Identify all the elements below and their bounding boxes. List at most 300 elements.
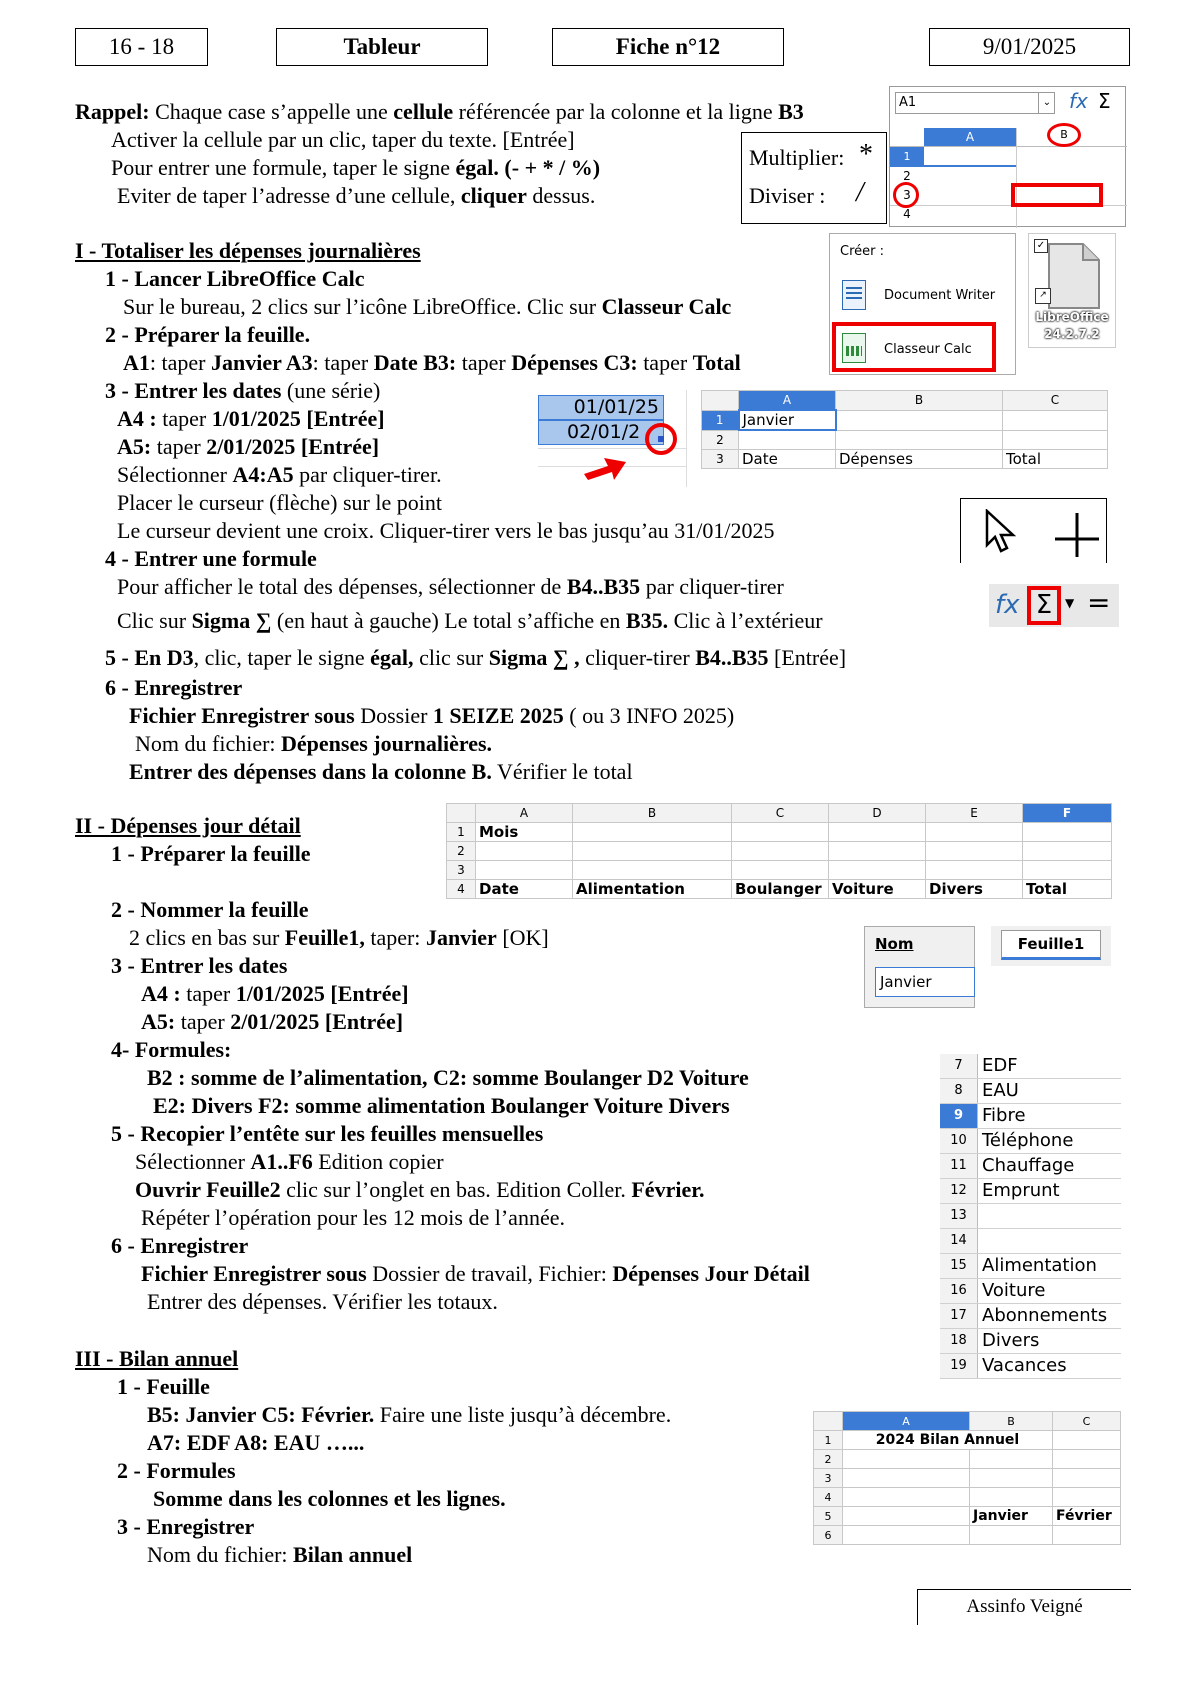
s2-line-5a [135, 1149, 444, 1175]
libreoffice-label: LibreOffice [1035, 310, 1109, 324]
intro-line-1 [75, 99, 804, 125]
row-number: 17 [940, 1304, 978, 1328]
text: Pour afficher le total des dépenses, sélectionner de [117, 574, 567, 599]
cell-d2[interactable] [829, 842, 926, 861]
cell-a3[interactable]: Date [739, 450, 836, 469]
text: : taper [312, 350, 374, 375]
text: Dépenses journalières. [281, 731, 493, 756]
col-a-header: A [476, 804, 573, 823]
row-2-header: 2 [447, 842, 476, 861]
text: A1..F6 [250, 1149, 313, 1174]
cell-c3[interactable] [732, 861, 829, 880]
s3-step-1: 1 - Feuille [117, 1374, 210, 1399]
text: Edition copier [312, 1149, 444, 1174]
sigma-icon[interactable]: Σ [1098, 89, 1111, 113]
sheet-name-input[interactable]: Janvier [875, 967, 975, 997]
col-e-header: E [926, 804, 1023, 823]
s2-line-4a: B2 : somme de l’alimentation, C2: somme Boulanger D2 Voiture [147, 1065, 749, 1090]
s1-step-4: 4 - Entrer une formule [105, 546, 317, 571]
text: Vérifier le total [491, 759, 633, 784]
text: 2/01/2025 [Entrée] [206, 434, 380, 459]
text: taper: [364, 925, 426, 950]
s1-line-6b [135, 731, 492, 757]
text: Fichier Enregistrer sous [129, 703, 355, 728]
text: B35. [625, 608, 669, 633]
s3-step-2: 2 - Formules [117, 1458, 236, 1483]
date-text: 9/01/2025 [982, 34, 1077, 59]
cell[interactable] [970, 1488, 1053, 1507]
text: 5 - En D3 [105, 645, 194, 670]
list-item-label[interactable]: Fibre [982, 1105, 1026, 1126]
col-a-header: A [924, 128, 1016, 146]
list-item-label[interactable]: Divers [982, 1330, 1040, 1351]
cell-c3[interactable]: Total [1003, 450, 1108, 469]
cell[interactable] [1053, 1450, 1121, 1469]
text: Nom du fichier: [147, 1542, 294, 1567]
name-box-field[interactable] [895, 92, 1055, 114]
row-4-header: 4 [814, 1488, 843, 1507]
text: clic sur [413, 645, 489, 670]
merged-title-cell[interactable]: 2024 Bilan Annuel [843, 1431, 1053, 1450]
text: Pour entrer une formule, taper le signe [111, 155, 456, 180]
shortcut-arrow-icon: ↗ [1035, 288, 1051, 304]
list-item [940, 1304, 1121, 1329]
text: Sélectionner [117, 462, 233, 487]
text: Feuille1, [284, 925, 365, 950]
cell[interactable] [1053, 1469, 1121, 1488]
text: Clic sur [117, 608, 192, 633]
text: A4 : [141, 981, 181, 1006]
text: [OK] [496, 925, 549, 950]
divider [1016, 128, 1017, 228]
col-b-highlight [1047, 123, 1081, 147]
list-item-label[interactable]: Chauffage [982, 1155, 1075, 1176]
cell-e1[interactable] [926, 823, 1023, 842]
row-1-header: 1 [890, 147, 924, 167]
row-1-header: 1 [447, 823, 476, 842]
s2-step-5: 5 - Recopier l’entête sur les feuilles mensuelles [111, 1121, 544, 1146]
expense-list-screenshot [940, 1054, 1121, 1381]
cell-a2[interactable] [739, 430, 836, 450]
intro-line-4 [117, 183, 595, 209]
section-2-title: II - Dépenses jour détail [75, 813, 301, 838]
row-2-header: 2 [814, 1450, 843, 1469]
row-6-header: 6 [814, 1526, 843, 1545]
s1-line-3d: Placer le curseur (flèche) sur le point [117, 490, 442, 515]
text: cliquer [460, 183, 527, 208]
text: 2 clics en bas sur [129, 925, 285, 950]
nom-label: Nom [875, 935, 914, 953]
cell-a1[interactable] [924, 147, 1016, 167]
s2-line-3a [141, 981, 409, 1007]
libreoffice-desktop-icon[interactable] [1028, 233, 1116, 348]
cell[interactable] [843, 1450, 970, 1469]
list-item [940, 1254, 1121, 1279]
text: A4 : [117, 406, 157, 431]
cell-c2[interactable] [732, 842, 829, 861]
sheet-number-box [552, 28, 784, 66]
text: B4..B35 [566, 574, 641, 599]
s1-line-4b [117, 608, 823, 634]
text: par cliquer-tirer. [293, 462, 442, 487]
multiply-symbol: * [859, 139, 873, 170]
text: (en haut à gauche) Le total s’affiche en [271, 608, 626, 633]
cell-a2[interactable] [476, 842, 573, 861]
cell-a3[interactable] [476, 861, 573, 880]
text: taper [456, 350, 512, 375]
s1-line-3e: Le curseur devient une croix. Cliquer-tirer vers le bas jusqu’au 31/01/2025 [117, 518, 775, 543]
text: , clic, taper le signe [193, 645, 371, 670]
s2-line-4b: E2: Divers F2: somme alimentation Boulanger Voiture Divers [153, 1093, 730, 1118]
list-item [940, 1229, 1121, 1254]
fx-icon[interactable]: fx [995, 590, 1020, 620]
row-2-header: 2 [702, 430, 739, 450]
text: : taper [149, 350, 211, 375]
cell-c1[interactable] [1003, 410, 1108, 430]
s1-line-6a [129, 703, 734, 729]
text: (une série) [281, 378, 381, 403]
calc-icon [842, 333, 866, 363]
divide-label: Diviser : [749, 183, 826, 208]
text: A1 [899, 95, 917, 110]
cell-a1[interactable]: Mois [476, 823, 573, 842]
fill-handle[interactable] [658, 436, 664, 442]
col-c-header: C [1003, 391, 1108, 411]
text: Sigma ∑ [191, 608, 272, 633]
col-b-header: B [573, 804, 732, 823]
text: B4..B35 [695, 645, 769, 670]
list-item [940, 1179, 1121, 1204]
text: A1 [123, 350, 150, 375]
cell-f4[interactable]: Total [1023, 880, 1112, 899]
text: Sigma ∑ , [488, 645, 580, 670]
row-3-header: 3 [447, 861, 476, 880]
text: taper [156, 406, 212, 431]
text: 2/01/2025 [Entrée] [230, 1009, 404, 1034]
cell-a1[interactable]: Janvier [739, 410, 836, 430]
list-item [940, 1079, 1121, 1104]
date-box [929, 28, 1130, 66]
cell[interactable] [843, 1469, 970, 1488]
text: taper [637, 350, 693, 375]
equals-button[interactable]: = [1087, 586, 1111, 619]
s2-step-1: 1 - Préparer la feuille [111, 841, 311, 866]
col-a-header: A [739, 391, 836, 411]
cell-d3[interactable] [829, 861, 926, 880]
row-3-header: 3 [814, 1469, 843, 1488]
text: ( ou 3 INFO 2025) [563, 703, 735, 728]
cell-c4[interactable]: Boulanger [732, 880, 829, 899]
cell-b1[interactable] [573, 823, 732, 842]
text: 1/01/2025 [Entrée] [211, 406, 385, 431]
row-number: 12 [940, 1179, 978, 1203]
text: Entrer des dépenses dans la colonne B. [129, 759, 492, 784]
s1-line-3c [117, 462, 442, 488]
list-item-label[interactable]: Voiture [982, 1280, 1046, 1301]
cell[interactable] [970, 1526, 1053, 1545]
row-5-header: 5 [814, 1507, 843, 1526]
list-item [940, 1054, 1121, 1079]
cell-e2[interactable] [926, 842, 1023, 861]
text: B [1060, 128, 1068, 141]
col-c-header: C [732, 804, 829, 823]
date-cell-2[interactable]: 02/01/2 [538, 420, 664, 445]
text: Dépenses C3: [511, 350, 638, 375]
cursor-icons-box [960, 498, 1107, 563]
cell-f3[interactable] [1023, 861, 1112, 880]
cell-b3[interactable]: Dépenses [836, 450, 1003, 469]
s2-step-2: 2 - Nommer la feuille [111, 897, 309, 922]
s1-step-6: 6 - Enregistrer [105, 675, 243, 700]
text: A4:A5 [232, 462, 294, 487]
col-d-header: D [829, 804, 926, 823]
text: Janvier [425, 925, 497, 950]
date-cell-1[interactable]: 01/01/25 [538, 395, 664, 420]
s2-line-5b [135, 1177, 704, 1203]
s3-line-2: Somme dans les colonnes et les lignes. [153, 1486, 506, 1511]
rename-dialog-screenshot [864, 926, 975, 1008]
text: A5: [117, 434, 152, 459]
text: égal, [370, 645, 414, 670]
col-b-header: B [836, 391, 1003, 411]
row-number: 10 [940, 1129, 978, 1153]
text: Dossier de travail, Fichier: [366, 1261, 613, 1286]
row-1-header: 1 [814, 1431, 843, 1450]
multiply-label: Multiplier: [749, 145, 845, 170]
s2-step-4: 4- Formules: [111, 1037, 232, 1062]
row-3-header: 3 [903, 188, 911, 202]
cell-e3[interactable] [926, 861, 1023, 880]
intro-line-3 [111, 155, 600, 181]
s2-step-3: 3 - Entrer les dates [111, 953, 288, 978]
intro-line-2: Activer la cellule par un clic, taper du texte. [Entrée] [111, 127, 575, 152]
cell-b2[interactable] [836, 430, 1003, 450]
text: Sélectionner [135, 1149, 251, 1174]
text: 1/01/2025 [Entrée] [235, 981, 409, 1006]
text: cellule [393, 99, 454, 124]
row-3-highlight [893, 182, 919, 208]
checkbox-icon: ✓ [1034, 239, 1048, 253]
s1-step-2: 2 - Préparer la feuille. [105, 322, 311, 347]
list-item [940, 1279, 1121, 1304]
text: dessus. [526, 183, 596, 208]
row-number: 19 [940, 1354, 978, 1378]
cell-a4[interactable]: Date [476, 880, 573, 899]
text: Bilan annuel [293, 1542, 413, 1567]
footer-credit: Assinfo Veigné [966, 1596, 1083, 1617]
cell-b2[interactable] [573, 842, 732, 861]
row-1-header: 1 [702, 410, 739, 430]
footer-credit-box [917, 1589, 1131, 1625]
text: par cliquer-tirer [640, 574, 784, 599]
sigma-button[interactable]: Σ [1027, 586, 1061, 625]
s2-line-5c: Répéter l’opération pour les 12 mois de l’année. [141, 1205, 565, 1230]
row-number: 18 [940, 1329, 978, 1353]
formula-toolbar-screenshot [989, 584, 1119, 627]
level-box [75, 28, 208, 66]
row-number: 7 [940, 1054, 978, 1078]
text: Février. [631, 1177, 705, 1202]
text: Eviter de taper l’adresse d’une cellule, [117, 183, 461, 208]
text: Sur le bureau, 2 clics sur l’icône LibreOffice. Clic sur [123, 294, 602, 319]
s3-step-3: 3 - Enregistrer [117, 1514, 255, 1539]
text: Chaque case s’appelle une [149, 99, 394, 124]
s1-line-6c [129, 759, 633, 785]
row-2-header: 2 [903, 169, 911, 183]
cell-c2[interactable] [1003, 430, 1108, 450]
s2-line-2 [129, 925, 549, 951]
list-item-label[interactable]: EDF [982, 1055, 1018, 1076]
subject-box [276, 28, 488, 66]
sheet-tab-area [991, 926, 1111, 966]
section-3-title: III - Bilan annuel [75, 1346, 239, 1371]
row-number: 14 [940, 1229, 978, 1253]
col-f-header: F [1023, 804, 1112, 823]
arrow-cursor-icon [983, 509, 1019, 555]
namebox-screenshot [889, 86, 1126, 227]
s3-line-1b: A7: EDF A8: EAU …... [147, 1430, 365, 1455]
cell[interactable] [843, 1526, 970, 1545]
list-item [940, 1154, 1121, 1179]
text: Classeur Calc [601, 294, 732, 319]
text: B3 [778, 99, 804, 124]
text: Dossier [354, 703, 433, 728]
cell-c1[interactable] [732, 823, 829, 842]
text: Total [692, 350, 741, 375]
text: taper [151, 434, 207, 459]
s3-line-3 [147, 1542, 412, 1568]
version-label: 24.2.7.2 [1044, 327, 1100, 341]
s2-line-3b [141, 1009, 403, 1035]
row-4-header: 4 [903, 207, 911, 221]
col-c-header: C [1053, 1412, 1121, 1431]
s1-line-3b [117, 434, 379, 460]
text: Clic à l’extérieur [668, 608, 823, 633]
s1-line-1 [123, 294, 731, 320]
list-item [940, 1329, 1121, 1354]
cell[interactable] [970, 1450, 1053, 1469]
s1-line-4a [117, 574, 784, 600]
list-item-label[interactable]: EAU [982, 1080, 1019, 1101]
text: Ouvrir Feuille2 [135, 1177, 281, 1202]
cell-b3[interactable] [573, 861, 732, 880]
bilan-sheet-screenshot [813, 1411, 1121, 1554]
cell[interactable] [970, 1469, 1053, 1488]
list-item [940, 1129, 1121, 1154]
s1-step-3 [105, 378, 380, 404]
s1-line-3a [117, 406, 385, 432]
col-a-header: A [843, 1412, 970, 1431]
classeur-calc-item[interactable]: Classeur Calc [884, 342, 972, 357]
row-number: 9 [940, 1104, 978, 1128]
chevron-down-icon[interactable]: ▼ [1065, 596, 1075, 610]
cell-b4[interactable]: Alimentation [573, 880, 732, 899]
list-item-label[interactable]: Alimentation [982, 1255, 1097, 1276]
s1-line-2 [123, 350, 741, 376]
writer-icon [842, 280, 866, 310]
corner-cell [814, 1412, 843, 1431]
sheet-tab-feuille1[interactable]: Feuille1 [1001, 930, 1101, 960]
text: Nom du fichier: [135, 731, 282, 756]
cell-c1[interactable] [1053, 1431, 1121, 1450]
date-series-screenshot [538, 390, 687, 487]
list-item-label[interactable]: Vacances [982, 1355, 1067, 1376]
rappel-label: Rappel: [75, 99, 150, 124]
row-number: 16 [940, 1279, 978, 1303]
text: Faire une liste jusqu’à décembre. [374, 1402, 672, 1427]
row-4-header: 4 [447, 880, 476, 899]
text: taper [180, 981, 236, 1006]
cell-d1[interactable] [829, 823, 926, 842]
chevron-down-icon[interactable]: ⌄ [1038, 93, 1055, 113]
s2-step-6: 6 - Enregistrer [111, 1233, 249, 1258]
s1-step-5 [105, 645, 846, 671]
text: [Entrée] [768, 645, 847, 670]
text: B5: Janvier C5: Février. [147, 1402, 375, 1427]
text: Date B3: [373, 350, 457, 375]
crosshair-cursor-icon [1053, 511, 1101, 559]
list-item-label[interactable]: Emprunt [982, 1180, 1060, 1201]
list-item [940, 1104, 1121, 1129]
text: Dépenses Jour Détail [612, 1261, 810, 1286]
cell-e4[interactable]: Divers [926, 880, 1023, 899]
text: Fichier Enregistrer sous [141, 1261, 367, 1286]
list-item-label[interactable]: Abonnements [982, 1305, 1108, 1326]
s2-line-6b: Entrer des dépenses. Vérifier les totaux. [147, 1289, 498, 1314]
cell-a5[interactable] [843, 1507, 970, 1526]
list-item [940, 1354, 1121, 1379]
create-title: Créer : [840, 244, 884, 259]
col-b-header: B [970, 1412, 1053, 1431]
cell[interactable] [1053, 1488, 1121, 1507]
sheet-number-text: Fiche n°12 [615, 34, 721, 59]
section-1-title: I - Totaliser les dépenses journalières [75, 238, 421, 263]
cell-f1[interactable] [1023, 823, 1112, 842]
corner-cell [447, 804, 476, 823]
cell-b1[interactable] [836, 410, 1003, 430]
row-3-header: 3 [702, 450, 739, 469]
document-writer-item[interactable]: Document Writer [884, 288, 996, 303]
s1-step-1: 1 - Lancer LibreOffice Calc [105, 266, 365, 291]
text: 3 - Entrer les dates [105, 378, 282, 403]
s2-line-6a [141, 1261, 810, 1287]
text: égal. (- + * / %) [455, 155, 601, 180]
divide-symbol: / [856, 177, 864, 208]
text: cliquer-tirer [579, 645, 696, 670]
text: Janvier A3 [210, 350, 313, 375]
list-item-label[interactable]: Téléphone [982, 1130, 1074, 1151]
s3-line-1a [147, 1402, 671, 1428]
row-number: 15 [940, 1254, 978, 1278]
fx-icon[interactable]: fx [1069, 89, 1088, 113]
text: A5: [141, 1009, 176, 1034]
cell[interactable] [1053, 1526, 1121, 1545]
list-item [940, 1204, 1121, 1229]
cell-f2[interactable] [1023, 842, 1112, 861]
text: référencée par la colonne et la ligne [453, 99, 779, 124]
operators-box [741, 132, 887, 224]
cell-c5[interactable]: Février [1053, 1507, 1121, 1526]
row-number: 11 [940, 1154, 978, 1178]
level-text: 16 - 18 [108, 34, 175, 59]
arrow-right-icon [582, 452, 628, 482]
cell-b5[interactable]: Janvier [970, 1507, 1053, 1526]
cell[interactable] [843, 1488, 970, 1507]
cell-d4[interactable]: Voiture [829, 880, 926, 899]
row-number: 13 [940, 1204, 978, 1228]
sheet-header-screenshot [701, 390, 1108, 476]
subject-text: Tableur [343, 34, 421, 59]
